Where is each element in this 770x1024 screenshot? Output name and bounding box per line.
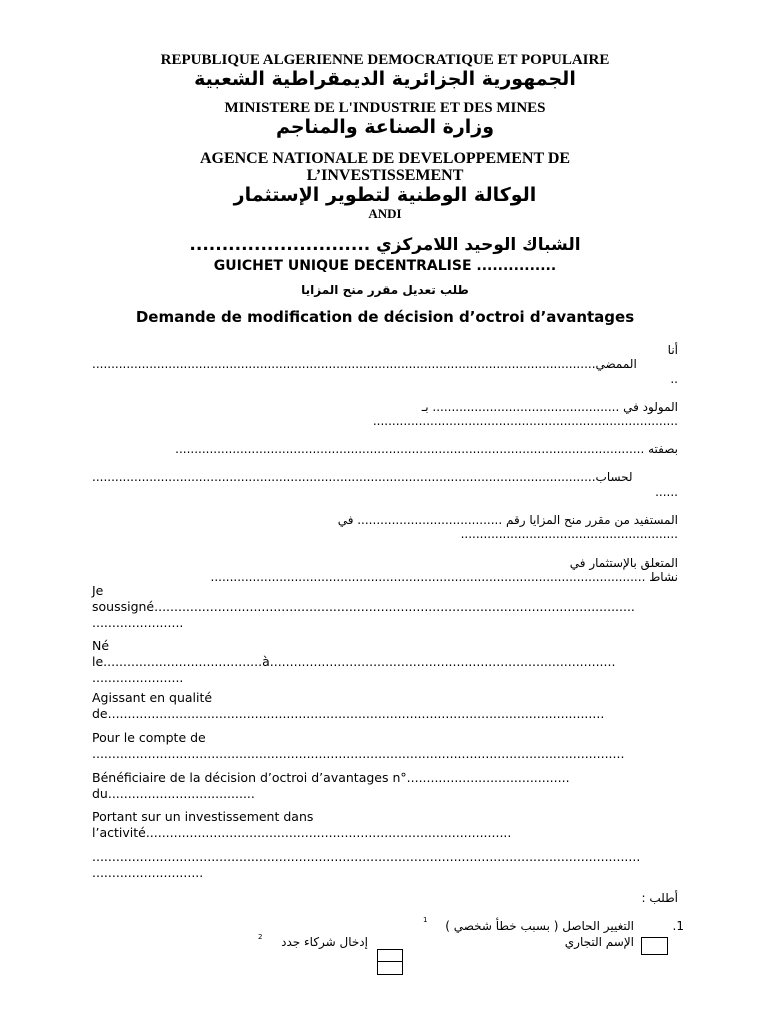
ar-signatory-label: الممضي [595,357,637,371]
checkbox-divider [378,961,402,962]
request-item2-checkbox[interactable] [377,949,403,975]
agency-title-ar: الوكالة الوطنية لتطوير الإستثمار [233,184,537,206]
ar-capacity-field: بصفته ........................................................................................................................... [175,442,678,456]
agency-abbreviation: ANDI [368,206,402,221]
ar-signatory-field [92,357,682,371]
ar-born-field: المولود في ................................................. بـ [421,400,678,414]
request-item2-text: إدخال شركاء جدد [281,935,368,949]
ar-account-label: لحساب [595,470,633,484]
fr-soussigne-dots: ....................... [92,615,184,630]
ar-account-tail: ...... [655,485,678,499]
request-label: أطلب : [641,891,678,905]
fr-ne-block [92,638,682,686]
fr-agissant-block [92,690,682,722]
request-item1-footnote: 1 [423,916,428,924]
fr-pour-compte-label: Pour le compte de [92,730,206,745]
fr-pour-compte-block [92,730,682,762]
fr-beneficiaire-du-field: du..................................... [92,786,255,801]
fr-activite-field: l’activité............................................................................................ [92,825,512,840]
fr-beneficiaire-block [92,770,682,802]
fr-soussigne-field: soussigné......................................................................................................................... [92,599,635,614]
request-item1-number: .1 [672,919,684,933]
republic-title-ar: الجمهورية الجزائرية الديمقراطية الشعبية [194,68,576,90]
fr-ne-le-field: le........................................à....................................................................................... [92,654,616,669]
fr-extra-dots: .......................................................................................................................................... [92,849,641,864]
fr-extra-block [92,849,682,881]
ar-activity-field: نشاط .................................................................................................................. [210,570,678,584]
fr-ne-le-dots: ....................... [92,670,184,685]
ar-born-dots: ................................................................................ [372,414,678,428]
ministry-title-fr: MINISTERE DE L'INDUSTRIE ET DES MINES [224,100,546,116]
fr-agissant-field: de............................................................................................................................. [92,706,605,721]
fr-beneficiaire-field: Bénéficiaire de la décision d’octroi d’avantages n°......................................... [92,770,570,785]
ar-investment-label: المتعلق بالإستثمار في [569,556,678,570]
ar-beneficiary-dots: ......................................................... [460,527,678,541]
ar-account-field [92,470,682,484]
fr-portant-label: Portant sur un investissement dans [92,809,314,824]
ar-signatory-dots: .................................................................................................................................... [92,357,596,371]
ar-beneficiary-field: المستفيد من مقرر منح المزايا رقم ...................................... في [337,513,678,527]
fr-ne-label: Né [92,638,110,653]
agency-title-fr-line1: AGENCE NATIONALE DE DEVELOPPEMENT DE [199,150,571,167]
request-item1-sub: الإسم التجاري [564,935,634,949]
fr-je-soussigne [92,583,682,631]
request-item1-checkbox[interactable] [641,937,668,955]
request-item2-footnote: 2 [258,933,263,941]
agency-title-fr-line2: L’INVESTISSEMENT [306,167,464,184]
form-subtitle-ar: طلب تعديل مقرر منح المزايا [301,283,469,297]
guichet-title-fr: GUICHET UNIQUE DECENTRALISE ............... [213,258,557,274]
ar-ana-label: أنا [667,343,678,357]
fr-pour-compte-field: ...................................................................................................................................... [92,746,625,761]
ar-account-dots: .................................................................................................................................... [92,470,596,484]
ministry-title-ar: وزارة الصناعة والمناجم [275,116,495,138]
fr-je-label: Je [92,583,104,598]
form-title-fr: Demande de modification de décision d’octroi d’avantages [135,308,635,326]
fr-agissant-label: Agissant en qualité [92,690,213,705]
request-item1-text: التغيير الحاصل ( بسبب خطأ شخصي ) [445,919,634,933]
guichet-title-ar: الشباك الوحيد اللامركزي ............................ [189,235,581,255]
republic-title-fr: REPUBLIQUE ALGERIENNE DEMOCRATIQUE ET POPULAIRE [160,52,610,68]
ar-signatory-tail: .. [670,372,678,386]
fr-portant-block [92,809,682,841]
fr-extra-dots-2: ............................ [92,865,204,880]
